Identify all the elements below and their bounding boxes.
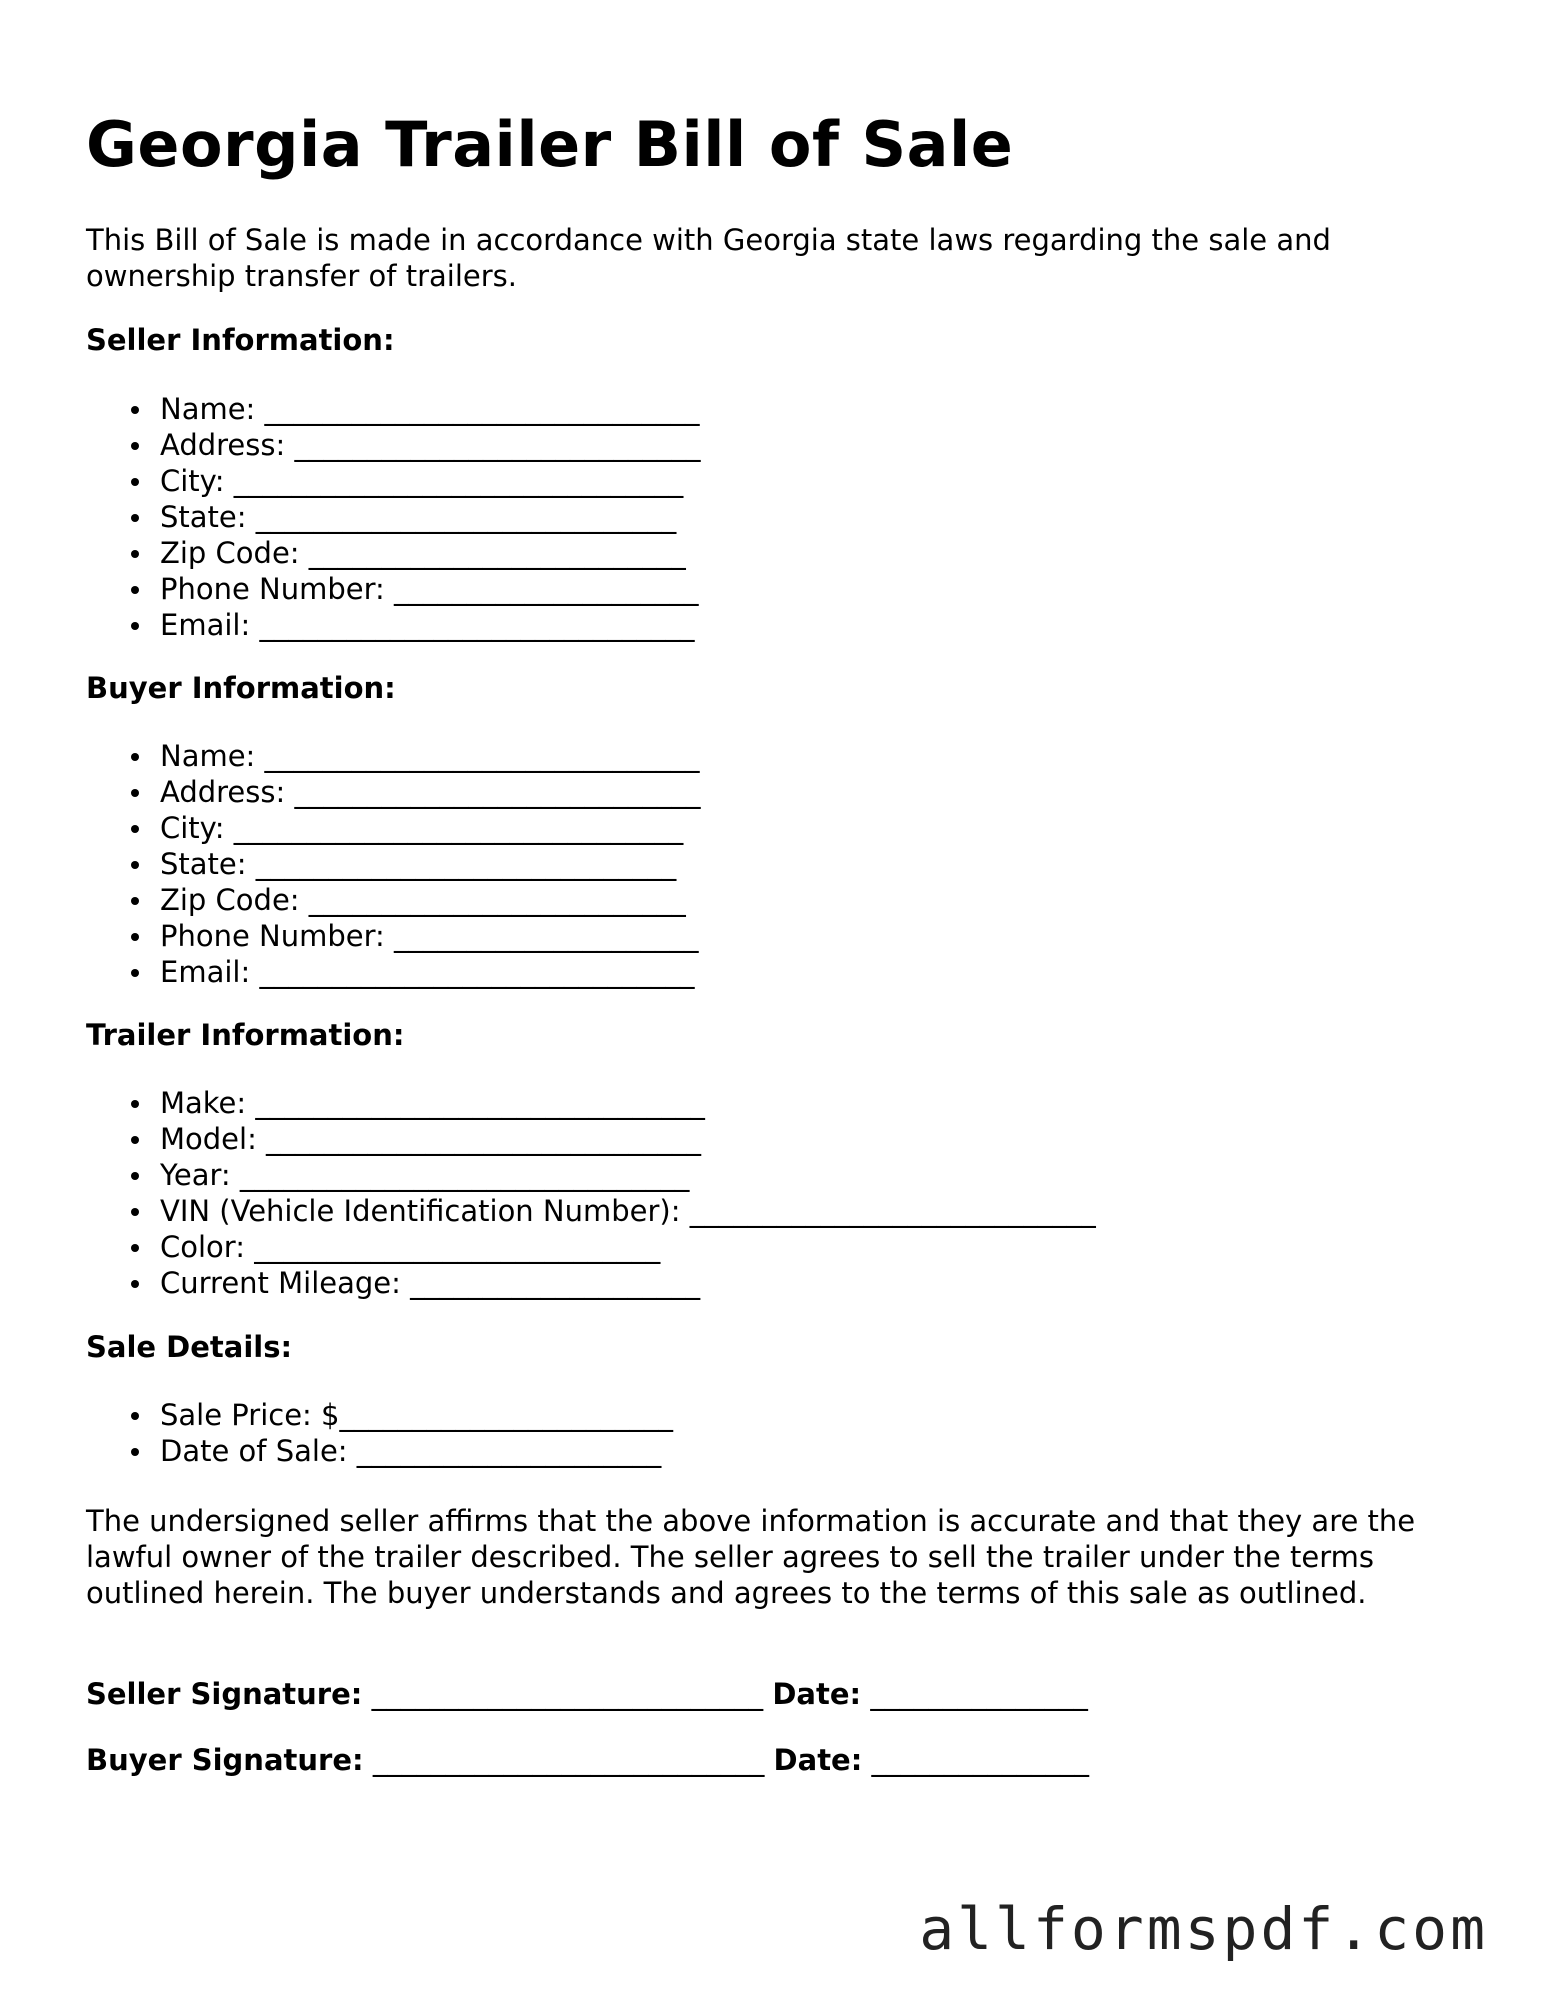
trailer-fields-list [86, 1085, 1096, 1301]
seller-signature-label: Seller Signature: [86, 1677, 363, 1711]
site-watermark: allformspdf.com [919, 1895, 1488, 1963]
sale-date-field[interactable]: Date of Sale: _____________________ [86, 1433, 673, 1469]
buyer-city-field[interactable]: City: _______________________________ [86, 810, 700, 846]
seller-email-field[interactable]: Email: ______________________________ [86, 607, 700, 643]
seller-signature-row [86, 1676, 1088, 1712]
trailer-vin-field[interactable]: VIN (Vehicle Identification Number): ____________________________ [86, 1193, 1096, 1229]
trailer-model-field[interactable]: Model: ______________________________ [86, 1121, 1096, 1157]
sale-price-field[interactable]: Sale Price: $_______________________ [86, 1397, 673, 1433]
trailer-mileage-field[interactable]: Current Mileage: ____________________ [86, 1265, 1096, 1301]
seller-section-heading: Seller Information: [86, 323, 395, 357]
seller-signature-field[interactable]: ___________________________ [371, 1677, 764, 1711]
seller-phone-field[interactable]: Phone Number: _____________________ [86, 571, 700, 607]
buyer-zip-field[interactable]: Zip Code: __________________________ [86, 882, 700, 918]
buyer-email-field[interactable]: Email: ______________________________ [86, 954, 700, 990]
seller-date-label: Date: [772, 1677, 862, 1711]
seller-date-field[interactable]: _______________ [870, 1677, 1088, 1711]
buyer-fields-list [86, 738, 700, 990]
buyer-signature-row [86, 1742, 1089, 1778]
buyer-name-field[interactable]: Name: ______________________________ [86, 738, 700, 774]
buyer-date-field[interactable]: _______________ [871, 1743, 1090, 1777]
seller-city-field[interactable]: City: _______________________________ [86, 463, 700, 499]
buyer-section-heading: Buyer Information: [86, 671, 396, 705]
buyer-address-field[interactable]: Address: ____________________________ [86, 774, 700, 810]
trailer-section-heading: Trailer Information: [86, 1018, 405, 1052]
buyer-signature-field[interactable]: ___________________________ [372, 1743, 765, 1777]
affirmation-paragraph: The undersigned seller affirms that the above information is accurate and that they are the lawful owner of the trailer described. The seller agrees to sell the trailer under the terms outlined herein. The buyer understands and agrees to the terms of this sale as outlined. [86, 1504, 1416, 1610]
intro-paragraph: This Bill of Sale is made in accordance with Georgia state laws regarding the sale and ownership transfer of trailers. [86, 223, 1331, 293]
buyer-date-label: Date: [773, 1743, 863, 1777]
buyer-signature-label: Buyer Signature: [86, 1743, 364, 1777]
seller-fields-list [86, 391, 700, 643]
seller-name-field[interactable]: Name: ______________________________ [86, 391, 700, 427]
seller-state-field[interactable]: State: _____________________________ [86, 499, 700, 535]
seller-zip-field[interactable]: Zip Code: __________________________ [86, 535, 700, 571]
trailer-color-field[interactable]: Color: ____________________________ [86, 1229, 1096, 1265]
trailer-make-field[interactable]: Make: _______________________________ [86, 1085, 1096, 1121]
trailer-year-field[interactable]: Year: _______________________________ [86, 1157, 1096, 1193]
seller-address-field[interactable]: Address: ____________________________ [86, 427, 700, 463]
sale-fields-list [86, 1397, 673, 1469]
buyer-phone-field[interactable]: Phone Number: _____________________ [86, 918, 700, 954]
page-title: Georgia Trailer Bill of Sale [86, 108, 1014, 181]
sale-section-heading: Sale Details: [86, 1330, 293, 1364]
buyer-state-field[interactable]: State: _____________________________ [86, 846, 700, 882]
